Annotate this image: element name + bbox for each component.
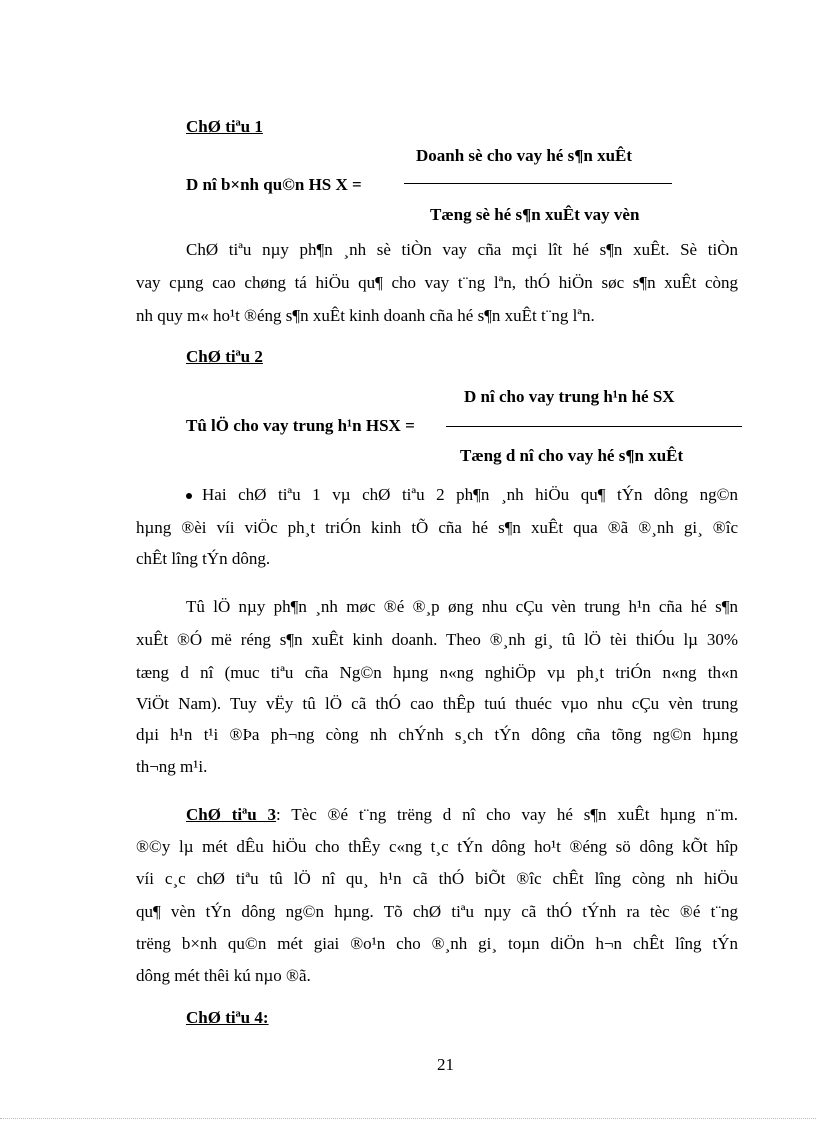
- paragraph-3-line-2: xuÊt ®Ó më réng s¶n xuÊt kinh doanh. Theo ®¸nh gi¸ tû lÖ tèi thiÓu lµ 30%: [136, 630, 738, 649]
- paragraph-4-line-4: qu¶ vèn tÝn dông ng©n hµng. Tõ chØ tiªu nµy cã thÓ tÝnh ra tèc ®é t¨ng: [136, 902, 738, 921]
- paragraph-4-line-6: dông mét thêi kú nµo ®ã.: [136, 966, 311, 985]
- heading-chi-tieu-4: ChØ tiªu 4:: [186, 1008, 269, 1027]
- paragraph-4-line-2: ®©y lµ mét dÊu hiÖu cho thÊy c«ng t¸c tÝn dông ho¹t ®éng sö dông kÕt hîp: [136, 837, 738, 856]
- formula2-denominator: Tæng d nî cho vay hé s¶n xuÊt: [460, 446, 684, 465]
- formula2-lhs: Tû lÖ cho vay trung h¹n HSX =: [186, 416, 415, 435]
- paragraph-2-line-1: Hai chØ tiªu 1 vµ chØ tiªu 2 ph¶n ¸nh hiÖu qu¶ tÝn dông ng©n: [186, 485, 738, 505]
- formula1-denominator: Tæng sè hé s¶n xuÊt vay vèn: [430, 205, 640, 224]
- paragraph-2-line-2: hµng ®èi víi viÖc ph¸t triÓn kinh tÕ cña hé s¶n xuÊt qua ®ã ®¸nh gi¸ ®îc: [136, 518, 738, 537]
- bullet-icon: [186, 493, 192, 499]
- page-number: 21: [437, 1055, 454, 1074]
- paragraph-2-line-3: chÊt lîng tÝn dông.: [136, 549, 271, 568]
- paragraph-1-line-1: ChØ tiªu nµy ph¶n ¸nh sè tiÒn vay cña mçi lît hé s¶n xuÊt. Sè tiÒn: [186, 240, 738, 259]
- paragraph-1-line-2: vay cµng cao chøng tá hiÖu qu¶ cho vay t¨ng lªn, thÓ hiÖn søc s¶n xuÊt còng: [136, 273, 738, 292]
- paragraph-3-line-1: Tû lÖ nµy ph¶n ¸nh møc ®é ®¸p øng nhu cÇu vèn trung h¹n cña hé s¶n: [186, 597, 738, 616]
- formula1-numerator: Doanh sè cho vay hé s¶n xuÊt: [416, 146, 633, 165]
- paragraph-3-line-5: dµi h¹n t¹i ®Þa ph¬ng còng nh chÝnh s¸ch tÝn dông cña tõng ng©n hµng: [136, 725, 738, 744]
- formula1-fraction-bar: [404, 183, 672, 184]
- formula1-lhs: D nî b×nh qu©n HS X =: [186, 175, 362, 194]
- heading-chi-tieu-2: ChØ tiªu 2: [186, 347, 263, 366]
- formula2-fraction-bar: [446, 426, 742, 427]
- formula2-numerator: D nî cho vay trung h¹n hé SX: [464, 387, 675, 406]
- page-bottom-divider: [0, 1118, 816, 1119]
- paragraph-1-line-3: nh quy m« ho¹t ®éng s¶n xuÊt kinh doanh cña hé s¶n xuÊt t¨ng lªn.: [136, 306, 595, 325]
- heading-chi-tieu-1: ChØ tiªu 1: [186, 117, 263, 136]
- paragraph-4-line-1: ChØ tiªu 3: Tèc ®é t¨ng trëng d nî cho vay hé s¶n xuÊt hµng n¨m.: [186, 805, 739, 824]
- paragraph-3-line-6: th¬ng m¹i.: [136, 757, 208, 776]
- paragraph-3-line-4: ViÖt Nam). Tuy vËy tû lÖ cã thÓ cao thÊp tuú thuéc vµo nhu cÇu vèn trung: [136, 694, 738, 713]
- paragraph-4-line-3: víi c¸c chØ tiªu tû lÖ nî qu¸ h¹n cã thÓ biÕt ®îc chÊt lîng còng nh hiÖu: [136, 869, 738, 888]
- heading-chi-tieu-3: ChØ tiªu 3: [186, 805, 277, 824]
- paragraph-4-line-5: trëng b×nh qu©n mét giai ®o¹n cho ®¸nh gi¸ toµn diÖn h¬n chÊt lîng tÝn: [136, 934, 738, 953]
- paragraph-3-line-3: tæng d nî (muc tiªu cña Ng©n hµng n«ng nghiÖp vµ ph¸t triÓn n«ng th«n: [136, 663, 738, 682]
